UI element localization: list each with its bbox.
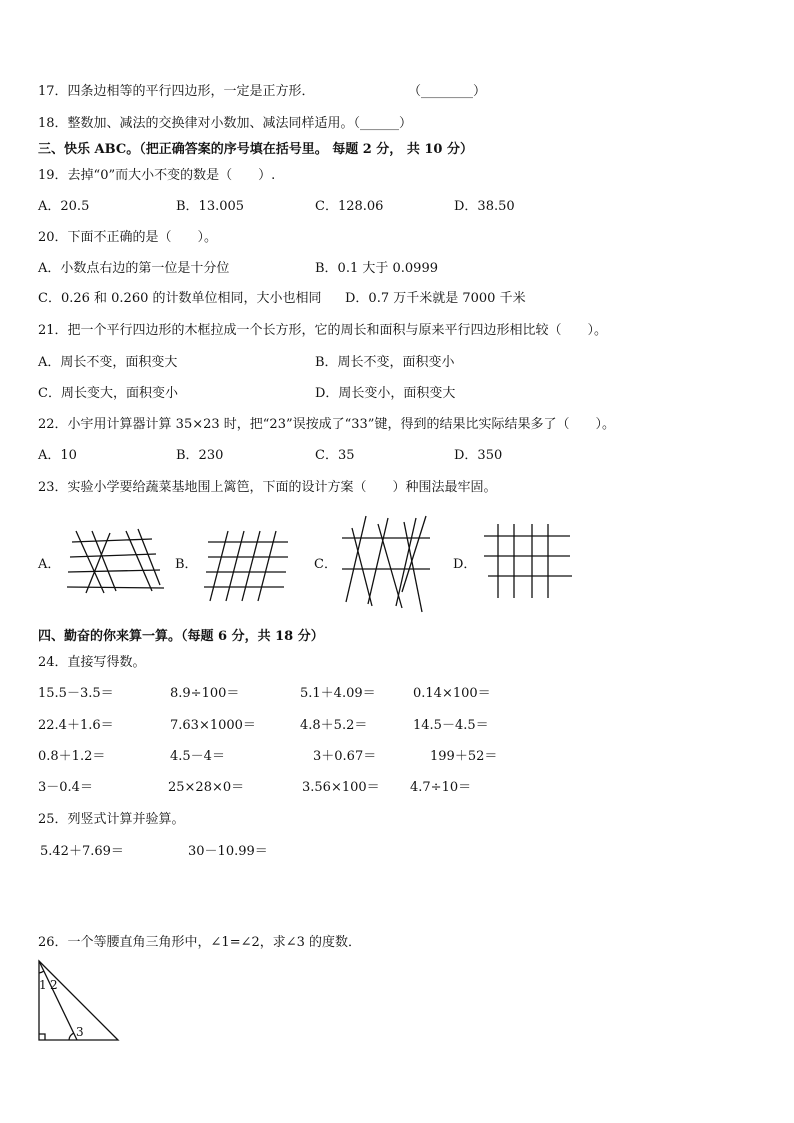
q22-text: 22．小宇用计算器计算 35×23 时，把“23”误按成了“33”键，得到的结果比实际结果多了（ ）。	[38, 417, 615, 432]
fence-a-post	[86, 533, 110, 593]
q23-option-d-label[interactable]: D．	[453, 557, 477, 572]
q21-option-d[interactable]: D．周长变小，面积变大	[315, 386, 456, 401]
q24-item[interactable]: 199＋52＝	[430, 749, 498, 764]
q22-option-b[interactable]: B．230	[176, 448, 224, 463]
fence-c-post	[352, 528, 372, 606]
q25-item[interactable]: 30－10.99＝	[188, 844, 268, 859]
angle-1-label: 1	[39, 978, 47, 992]
q22-option-a[interactable]: A．10	[38, 448, 77, 463]
q21-text: 21．把一个平行四边形的木框拉成一个长方形，它的周长和面积与原来平行四边形相比较（ ）。	[38, 323, 608, 338]
q20-option-b[interactable]: B．0.1 大于 0.0999	[315, 261, 438, 276]
q25-text: 25．列竖式计算并验算。	[38, 812, 185, 827]
q24-item[interactable]: 4.5－4＝	[170, 749, 225, 764]
q24-item[interactable]: 25×28×0＝	[168, 780, 245, 795]
q18-text: 18．整数加、减法的交换律对小数加、减法同样适用。（______）	[38, 116, 413, 131]
triangle-figure	[30, 956, 130, 1046]
q23-option-b-label[interactable]: B．	[175, 557, 198, 572]
fence-a-rail	[72, 539, 152, 542]
q24-item[interactable]: 3＋0.67＝	[313, 749, 377, 764]
q24-text: 24．直接写得数。	[38, 655, 146, 670]
q19-text: 19．去掉“0”而大小不变的数是（ ）.	[38, 168, 276, 183]
q21-option-c[interactable]: C．周长变大，面积变小	[38, 386, 178, 401]
q17-text: 17．四条边相等的平行四边形，一定是正方形．	[38, 84, 315, 99]
q21-option-b[interactable]: B．周长不变，面积变小	[315, 355, 455, 370]
q24-item[interactable]: 5.1＋4.09＝	[300, 686, 376, 701]
q20-option-d[interactable]: D．0.7 万千米就是 7000 千米	[345, 291, 526, 306]
fence-c-post	[346, 516, 366, 602]
q24-item[interactable]: 7.63×1000＝	[170, 718, 256, 733]
q19-option-a[interactable]: A．20.5	[38, 199, 90, 214]
fence-figure-c[interactable]	[338, 514, 438, 614]
q20-option-c[interactable]: C．0.26 和 0.260 的计数单位相同，大小也相同	[38, 291, 322, 306]
angle-1-arc	[39, 971, 44, 973]
fence-c-post	[368, 518, 388, 604]
angle-2-label: 2	[50, 978, 58, 992]
q24-item[interactable]: 22.4＋1.6＝	[38, 718, 114, 733]
q24-item[interactable]: 4.7÷10＝	[410, 780, 472, 795]
fence-a-rail	[68, 570, 160, 572]
q23-option-c-label[interactable]: C．	[314, 557, 337, 572]
q26-text: 26．一个等腰直角三角形中，∠1=∠2，求∠3 的度数．	[38, 935, 362, 950]
triangle-bisector	[39, 961, 77, 1040]
q23-option-a-label[interactable]: A．	[38, 557, 61, 572]
q24-item[interactable]: 3－0.4＝	[38, 780, 93, 795]
q25-item[interactable]: 5.42＋7.69＝	[40, 844, 124, 859]
q22-option-c[interactable]: C．35	[315, 448, 355, 463]
q24-item[interactable]: 8.9÷100＝	[170, 686, 240, 701]
fence-figure-d[interactable]	[478, 520, 578, 602]
q20-text: 20．下面不正确的是（ ）。	[38, 230, 218, 245]
q22-option-d[interactable]: D．350	[454, 448, 503, 463]
fence-a-rail	[67, 587, 164, 588]
fence-figure-b[interactable]	[200, 527, 300, 605]
q24-item[interactable]: 0.14×100＝	[413, 686, 491, 701]
fence-a-post	[138, 529, 160, 585]
q20-option-a[interactable]: A．小数点右边的第一位是十分位	[38, 261, 230, 276]
q24-item[interactable]: 0.8＋1.2＝	[38, 749, 106, 764]
angle-3-arc	[69, 1033, 74, 1040]
section-3-heading: 三、快乐 ABC。（把正确答案的序号填在括号里。 每题 2 分， 共 10 分）	[38, 142, 473, 157]
q24-item[interactable]: 3.56×100＝	[302, 780, 380, 795]
q19-option-b[interactable]: B．13.005	[176, 199, 245, 214]
q21-option-a[interactable]: A．周长不变，面积变大	[38, 355, 178, 370]
q19-option-c[interactable]: C．128.06	[315, 199, 384, 214]
q19-option-d[interactable]: D．38.50	[454, 199, 515, 214]
angle-3-label: 3	[76, 1025, 84, 1039]
q24-item[interactable]: 4.8＋5.2＝	[300, 718, 368, 733]
q23-text: 23．实验小学要给蔬菜基地围上篱笆，下面的设计方案（ ）种围法最牢固。	[38, 480, 497, 495]
right-angle-mark	[39, 1034, 45, 1040]
q24-item[interactable]: 14.5－4.5＝	[413, 718, 489, 733]
q17-answer-blank[interactable]: （________）	[408, 84, 487, 99]
section-4-heading: 四、勤奋的你来算一算。（每题 6 分，共 18 分）	[38, 629, 324, 644]
fence-figure-a[interactable]	[64, 527, 172, 599]
q24-item[interactable]: 15.5－3.5＝	[38, 686, 114, 701]
fence-a-rail	[70, 554, 156, 557]
